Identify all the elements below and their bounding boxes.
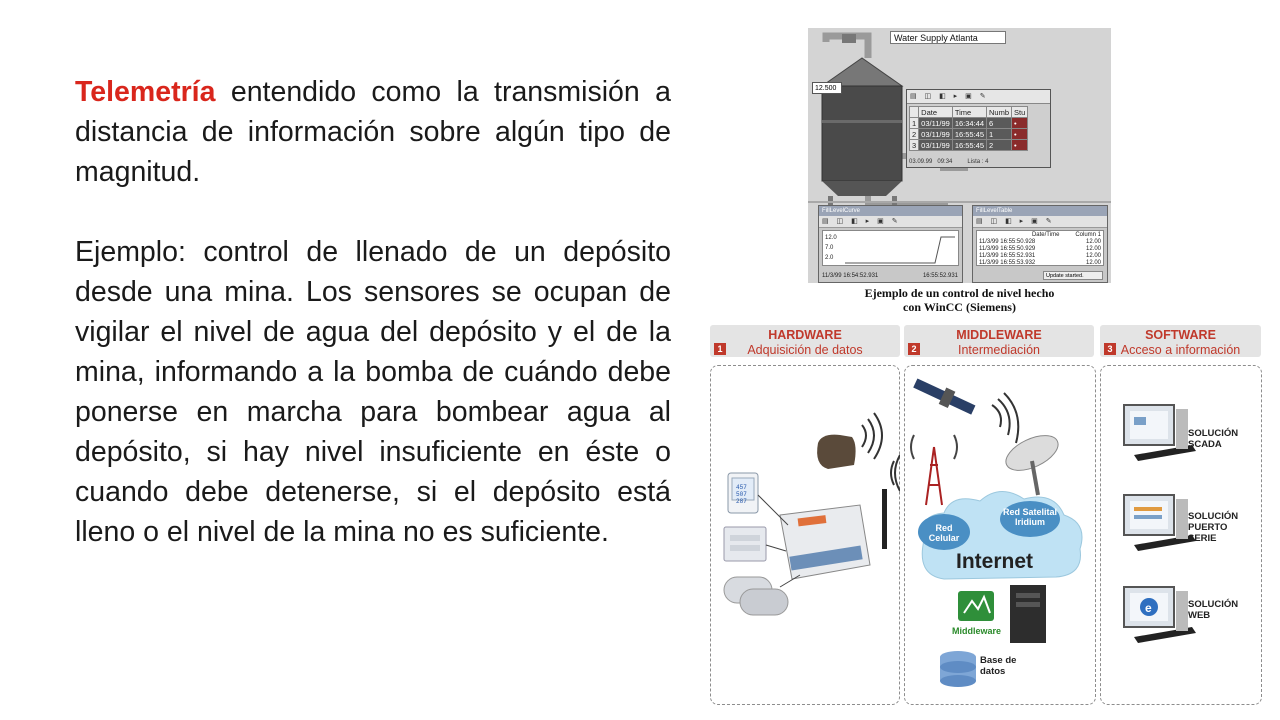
table-cell: 03/11/99 [919, 140, 953, 151]
table-header: Column 1 [1075, 231, 1101, 238]
solution-scada-label: SOLUCIÓN SCADA [1188, 428, 1239, 450]
cell-tower-icon [926, 447, 942, 505]
gas-tank [740, 589, 788, 615]
supply-name-field[interactable]: Water Supply Atlanta [890, 31, 1006, 44]
sensor-value: 457 [736, 484, 747, 491]
table-cell: 03/11/99 [919, 118, 953, 129]
table-cell: • [1012, 129, 1028, 140]
table-cell: 3 [910, 140, 919, 151]
database-icon [940, 651, 976, 687]
curve-y-tick: 2.0 [825, 255, 834, 261]
table-cell: 12.00 [1085, 238, 1101, 245]
table-header: Time [952, 107, 986, 118]
fill-level-table [977, 231, 1103, 266]
sensor-value: 287 [736, 498, 747, 505]
level-value-box: 12.500 [812, 82, 842, 94]
antenna [882, 489, 887, 549]
table-cell: 11/3/99 16:55:50.929 [979, 245, 1036, 252]
caption-line: Ejemplo de un control de nivel hecho [864, 286, 1055, 300]
signal-waves-icon [891, 455, 900, 491]
table2-window-toolbar[interactable]: ▤ ◫ ◧ ▸ ▣ ✎ [973, 216, 1107, 228]
wincc-caption [808, 286, 1111, 314]
main-text [75, 72, 671, 552]
red-satelital-label: Red Satelital Iridium [1002, 507, 1058, 527]
table-header [910, 107, 919, 118]
table-cell: • [1012, 118, 1028, 129]
table-cell: 11/3/99 16:55:53.932 [979, 259, 1036, 266]
satellite-icon [912, 375, 978, 418]
message-table-toolbar[interactable]: ▤ ◫ ◧ ▸ ▣ ✎ [907, 90, 1050, 104]
example-paragraph: Ejemplo: control de llenado de un depósito desde una mina. Los sensores se ocupan de vigilar el nivel de agua del depósito y el de la mina, informando a la bomba de cuándo debe ponerse en marcha para bombear agua al depósito, si hay nivel insuficiente en éste o cuando debe detenerse, si el depósito está lleno o el nivel de la mina no es suficiente. [75, 236, 671, 548]
sensor-value: 507 [736, 491, 747, 498]
message-table-window [906, 89, 1051, 168]
middleware-label: Middleware [952, 626, 1002, 636]
table-header-row [910, 107, 1028, 118]
table-header: Date [919, 107, 953, 118]
tank-body [822, 86, 902, 181]
table-cell: • [1012, 140, 1028, 151]
column-title: SOFTWARE [1145, 328, 1216, 342]
web-workstation-icon [1124, 587, 1196, 643]
curve-window-title: FillLevelCurve [819, 206, 962, 216]
column-subtitle: Acceso a información [1120, 343, 1241, 357]
table-cell: 16:55:45 [952, 129, 986, 140]
table-cell: 2 [910, 129, 919, 140]
solution-web-label: SOLUCIÓN WEB [1188, 599, 1239, 621]
caption-line: con WinCC (Siemens) [903, 300, 1016, 314]
column-subtitle: Intermediación [958, 343, 1040, 357]
tank-bottom [822, 181, 902, 196]
column-number: 1 [714, 343, 726, 355]
table-cell: 11/3/99 16:55:50.928 [979, 238, 1036, 245]
curve-line [845, 233, 955, 266]
curve-plot-area [822, 230, 959, 266]
red-celular-label: Red Celular [928, 523, 960, 543]
table2-status: Update started. [1043, 271, 1103, 280]
fill-level-table-window [972, 205, 1108, 283]
curve-y-ticks [825, 233, 837, 263]
column-subtitle: Adquisición de datos [747, 343, 863, 357]
curve-x-start: 11/3/99 16:54:52.931 [822, 273, 879, 279]
sensor-readout [736, 484, 747, 505]
table-cell: 12.00 [1085, 252, 1101, 259]
signal-waves-icon [862, 413, 882, 459]
table-cell: 16:55:45 [952, 140, 986, 151]
table-header: Date/Time [1031, 231, 1060, 238]
valve [842, 34, 856, 43]
status-date: 03.09.99 [909, 159, 933, 165]
definition-text: entendido como la transmisión a distancia de información sobre algún tipo de magnitud. [75, 76, 671, 188]
curve-window-toolbar[interactable]: ▤ ◫ ◧ ▸ ▣ ✎ [819, 216, 962, 228]
base-datos-label: Base de datos [980, 655, 1017, 677]
tank-band [822, 120, 902, 123]
svg-text:e: e [1145, 601, 1152, 615]
table-row[interactable] [977, 245, 1103, 252]
definition-paragraph [75, 72, 671, 192]
table-cell: 6 [987, 118, 1012, 129]
serial-workstation-icon [1124, 495, 1196, 551]
din-device [724, 527, 766, 561]
table-row[interactable] [910, 140, 1028, 151]
message-table [909, 106, 1028, 151]
fill-level-curve-window [818, 205, 963, 283]
table-cell: 12.00 [1085, 259, 1101, 266]
signal-waves-icon [992, 393, 1018, 443]
curve-x-end: 16:55:52.931 [922, 273, 958, 279]
table-row[interactable] [977, 259, 1103, 266]
column-header-middleware [904, 325, 1094, 357]
telemetry-architecture-diagram [708, 321, 1263, 708]
table2-window-title: FillLevelTable [973, 206, 1107, 216]
table-header-row [977, 231, 1103, 238]
table-row[interactable] [977, 238, 1103, 245]
table-cell: 12.00 [1085, 245, 1101, 252]
curve-y-tick: 7.0 [825, 245, 834, 251]
column-title: HARDWARE [768, 328, 842, 342]
internet-label: Internet [956, 550, 1034, 573]
term-telemetria: Telemetría [75, 76, 216, 108]
table-cell: 16:34:44 [952, 118, 986, 129]
table-row[interactable] [977, 252, 1103, 259]
table-row[interactable] [910, 118, 1028, 129]
column-number: 3 [1104, 343, 1116, 355]
curve-y-tick: 12.0 [825, 235, 837, 241]
table-row[interactable] [910, 129, 1028, 140]
status-list: Lista : 4 [967, 159, 989, 165]
table-cell: 1 [910, 118, 919, 129]
column-title: MIDDLEWARE [956, 328, 1042, 342]
table2-area [976, 230, 1104, 266]
scada-workstation-icon [1124, 405, 1196, 461]
table-cell: 03/11/99 [919, 129, 953, 140]
table-cell: 1 [987, 129, 1012, 140]
hardware-graphics [710, 365, 900, 705]
message-table-status [909, 159, 988, 165]
status-time: 09:34 [937, 159, 953, 165]
table-header: Numb [987, 107, 1012, 118]
column-number: 2 [908, 343, 920, 355]
column-header-hardware [710, 325, 900, 357]
solution-serial-label: SOLUCIÓN PUERTO SERIE [1188, 511, 1239, 544]
wincc-screenshot [808, 28, 1111, 283]
wireless-sensor [817, 435, 855, 469]
table-cell: 11/3/99 16:55:52.931 [979, 252, 1036, 259]
table-cell: 2 [987, 140, 1012, 151]
table-header: Stu [1012, 107, 1028, 118]
column-header-software [1100, 325, 1261, 357]
